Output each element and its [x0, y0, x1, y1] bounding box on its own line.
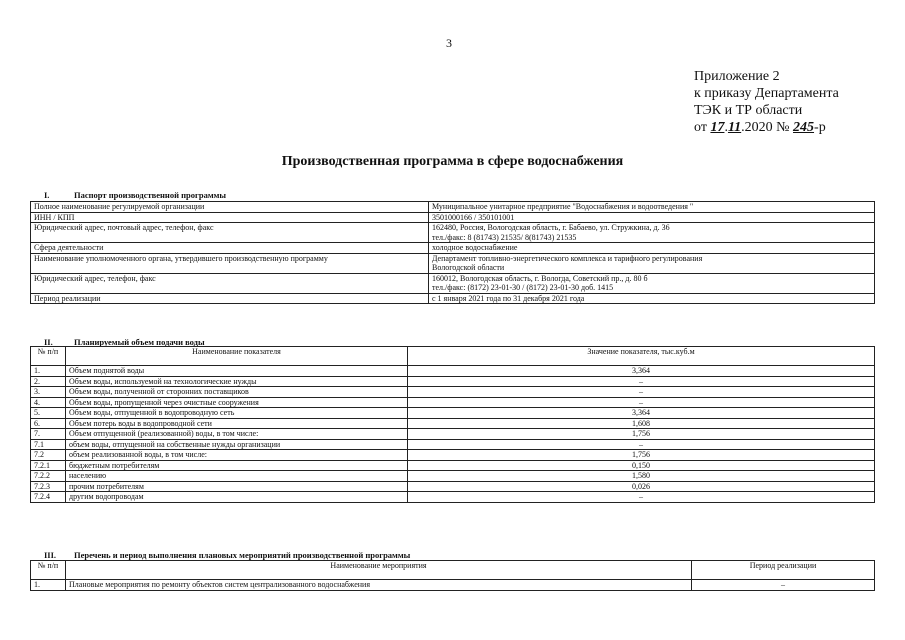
passport-row	[31, 223, 875, 243]
row-name: Объем поднятой воды	[66, 366, 408, 377]
table-row	[31, 471, 875, 482]
row-number: 3.	[31, 387, 66, 398]
passport-table	[30, 201, 875, 304]
table-row	[31, 397, 875, 408]
row-name: бюджетным потребителям	[66, 460, 408, 471]
passport-value	[429, 253, 875, 273]
passport-value-line: Департамент топливно-энергетического комплекса и тарифного регулирования	[432, 253, 703, 263]
row-value: 3,364	[408, 366, 875, 377]
row-number: 7.2.4	[31, 492, 66, 503]
row-activity: Плановые мероприятия по ремонту объектов систем централизованного водоснабжения	[66, 580, 692, 591]
order-number: 245	[793, 120, 815, 135]
passport-value	[429, 202, 875, 213]
row-number: 7.	[31, 429, 66, 440]
passport-row	[31, 253, 875, 273]
column-header-number: № п/п	[31, 347, 66, 366]
row-name: Объем воды, используемой на технологические нужды	[66, 376, 408, 387]
row-name: Объем отпущенной (реализованной) воды, в том числе:	[66, 429, 408, 440]
table-row	[31, 376, 875, 387]
table-row	[31, 439, 875, 450]
passport-value	[429, 293, 875, 304]
row-value: –	[408, 397, 875, 408]
row-value: 1,756	[408, 450, 875, 461]
passport-label: Полное наименование регулируемой организации	[31, 202, 429, 213]
passport-value	[429, 273, 875, 293]
row-name: Объем воды, отпущенной в водопроводную сеть	[66, 408, 408, 419]
section-1-number: I.	[44, 190, 50, 200]
table-row	[31, 366, 875, 377]
passport-value	[429, 243, 875, 254]
row-name: объем реализованной воды, в том числе:	[66, 450, 408, 461]
section-2-title: Планируемый объем подачи воды	[74, 337, 205, 347]
table-row	[31, 387, 875, 398]
row-number: 7.2.3	[31, 481, 66, 492]
passport-value-line: 162480, Россия, Вологодская область, г. Бабаево, ул. Стружкина, д. 36	[432, 223, 670, 232]
table-row	[31, 492, 875, 503]
row-value: 3,364	[408, 408, 875, 419]
document-title: Производственная программа в сфере водоснабжения	[281, 154, 624, 169]
passport-row	[31, 212, 875, 223]
row-number: 7.2.1	[31, 460, 66, 471]
table-row	[31, 450, 875, 461]
passport-value-line: Муниципальное унитарное предприятие "Водоснабжения и водоотведения "	[432, 202, 694, 211]
table-row	[31, 408, 875, 419]
water-volume-table	[30, 346, 875, 503]
passport-label: ИНН / КПП	[31, 212, 429, 223]
table-row	[31, 580, 875, 591]
table-header-row	[31, 561, 875, 580]
row-number: 1.	[31, 580, 66, 591]
passport-value-line: 160012, Вологодская область, г. Вологда, Советский пр., д. 80 б	[432, 273, 648, 283]
passport-value	[429, 212, 875, 223]
appendix-line-3: ТЭК и ТР области	[694, 103, 803, 118]
row-number: 7.2	[31, 450, 66, 461]
section-1-heading	[44, 190, 226, 200]
passport-row	[31, 202, 875, 213]
row-name: прочим потребителям	[66, 481, 408, 492]
passport-row	[31, 293, 875, 304]
section-2-number: II.	[44, 337, 53, 347]
row-value: 1,580	[408, 471, 875, 482]
date-day: 17	[710, 120, 725, 135]
column-header-name: Наименование показателя	[66, 347, 408, 366]
row-name: населению	[66, 471, 408, 482]
appendix-date-line: от 17.11.2020 № 245-р	[694, 120, 826, 135]
column-header-activity: Наименование мероприятия	[66, 561, 692, 580]
passport-label: Юридический адрес, почтовый адрес, телефон, факс	[31, 223, 429, 243]
row-number: 4.	[31, 397, 66, 408]
table-row	[31, 429, 875, 440]
section-1-title: Паспорт производственной программы	[74, 190, 227, 200]
column-header-period: Период реализации	[692, 561, 875, 580]
row-name: Объем воды, пропущенной через очистные сооружения	[66, 397, 408, 408]
row-number: 7.1	[31, 439, 66, 450]
row-number: 2.	[31, 376, 66, 387]
column-header-number: № п/п	[31, 561, 66, 580]
passport-value-line: тел./факс: 8 (81743) 21535/ 8(81743) 21535	[432, 232, 577, 242]
column-header-value: Значение показателя, тыс.куб.м	[408, 347, 875, 366]
row-value: –	[408, 492, 875, 503]
passport-value-line: холодное водоснабжение	[432, 243, 518, 252]
table-row	[31, 418, 875, 429]
passport-row	[31, 273, 875, 293]
appendix-line-1: Приложение 2	[694, 69, 780, 84]
row-number: 5.	[31, 408, 66, 419]
appendix-header	[694, 68, 839, 136]
section-3-heading	[44, 550, 410, 560]
passport-value-line: 3501000166 / 350101001	[432, 212, 515, 222]
passport-label: Юридический адрес, телефон, факс	[31, 273, 429, 293]
row-value: 1,756	[408, 429, 875, 440]
row-period: –	[692, 580, 875, 591]
row-name: другим водопроводам	[66, 492, 408, 503]
passport-label: Сфера деятельности	[31, 243, 429, 254]
order-suffix: -р	[814, 120, 826, 135]
row-value: 0,026	[408, 481, 875, 492]
row-name: Объем потерь воды в водопроводной сети	[66, 418, 408, 429]
row-name: объем воды, отпущенной на собственные нужды организации	[66, 439, 408, 450]
page-number: 3	[446, 36, 452, 50]
row-value: 1,608	[408, 418, 875, 429]
passport-value-line: Вологодской области	[432, 263, 505, 272]
passport-row	[31, 243, 875, 254]
table-row	[31, 481, 875, 492]
row-number: 7.2.2	[31, 471, 66, 482]
table-header-row	[31, 347, 875, 366]
table-row	[31, 460, 875, 471]
appendix-line-2: к приказу Департамента	[694, 86, 839, 101]
row-value: –	[408, 439, 875, 450]
date-month: 11	[727, 120, 742, 135]
passport-value-line: тел./факс: (8172) 23-01-30 / (8172) 23-01-30 доб. 1415	[432, 283, 614, 292]
date-year: .2020 №	[741, 120, 790, 135]
passport-value	[429, 223, 875, 243]
activities-table	[30, 560, 875, 591]
section-3-title: Перечень и период выполнения плановых мероприятий производственной программы	[74, 550, 411, 560]
row-value: –	[408, 387, 875, 398]
row-name: Объем воды, полученной от сторонних поставщиков	[66, 387, 408, 398]
date-prefix: от	[694, 120, 707, 135]
passport-label: Период реализации	[31, 293, 429, 304]
passport-label: Наименование уполномоченного органа, утвердившего производственную программу	[31, 253, 429, 273]
passport-value-line: с 1 января 2021 года по 31 декабря 2021 года	[432, 293, 585, 303]
row-number: 6.	[31, 418, 66, 429]
row-value: –	[408, 376, 875, 387]
section-3-number: III.	[44, 550, 57, 560]
row-number: 1.	[31, 366, 66, 377]
row-value: 0,150	[408, 460, 875, 471]
